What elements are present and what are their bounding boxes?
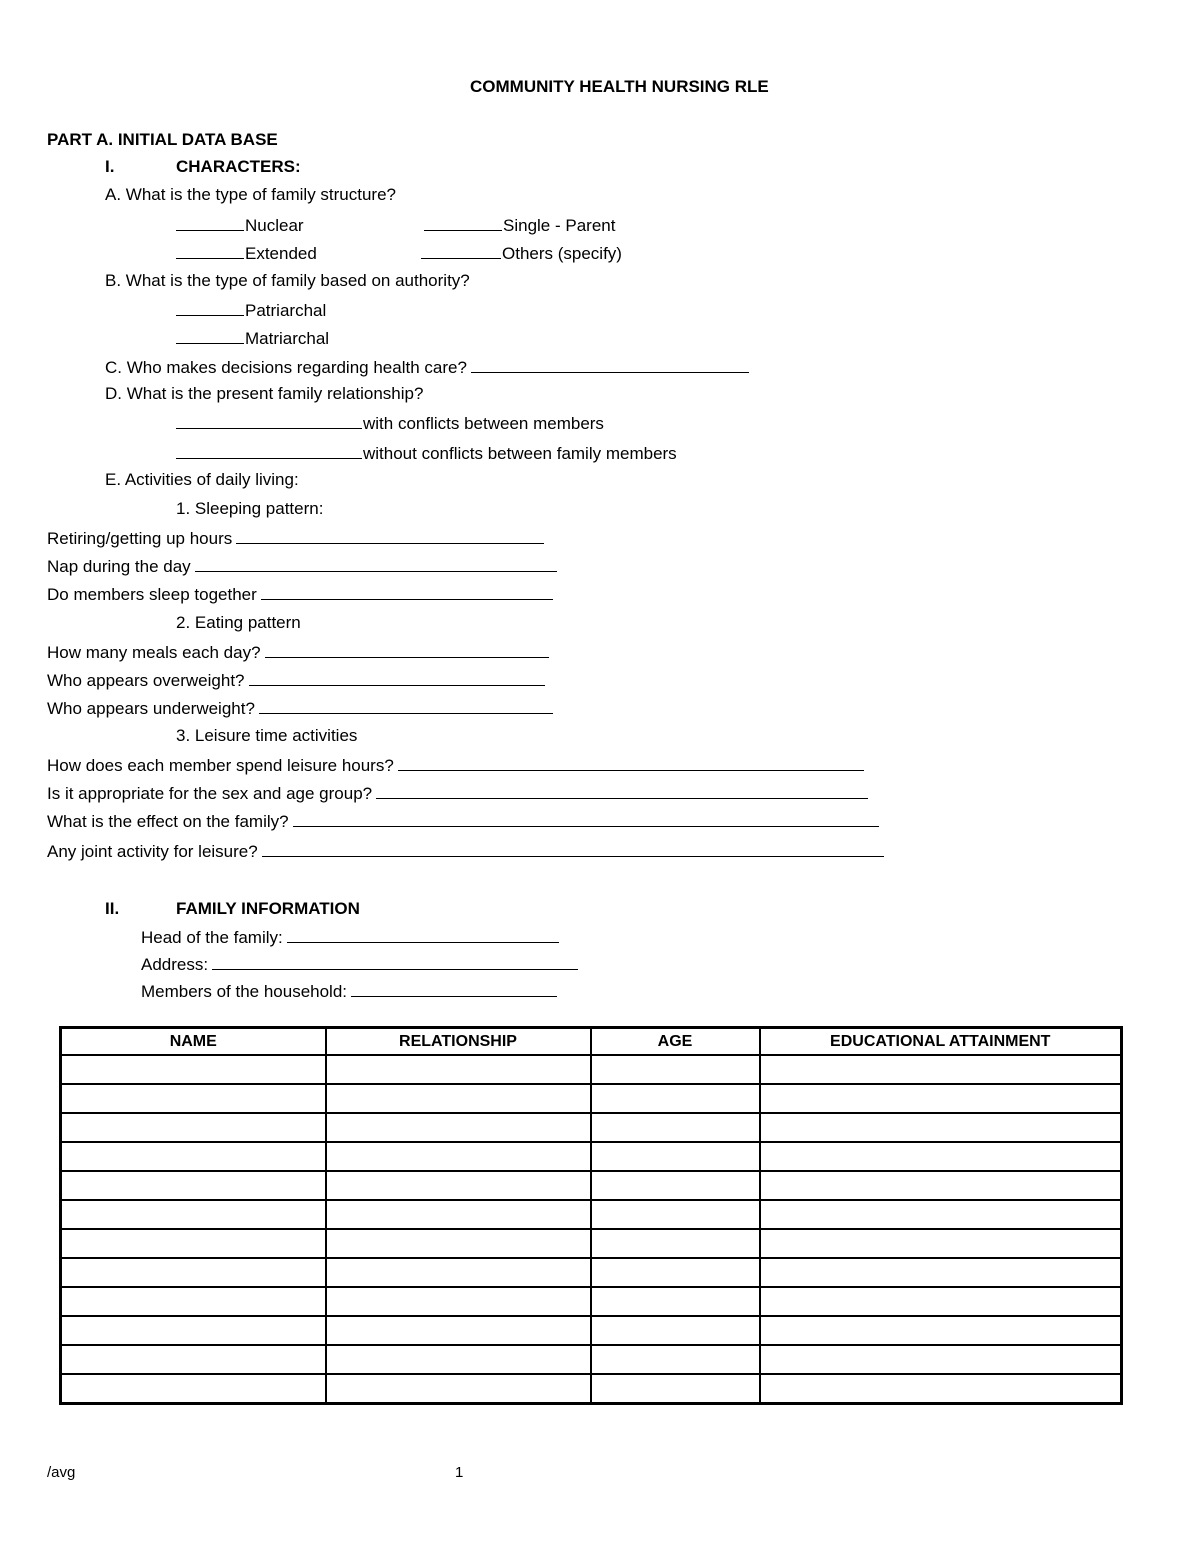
cell-name[interactable] [61, 1229, 326, 1258]
cell-name[interactable] [61, 1200, 326, 1229]
section-1-numeral: I. [105, 157, 115, 176]
table-row [61, 1374, 1122, 1404]
blank-line[interactable] [195, 556, 557, 572]
column-header-education: EDUCATIONAL ATTAINMENT [760, 1028, 1122, 1056]
field-appropriate: Is it appropriate for the sex and age group? [47, 783, 868, 802]
table-row [61, 1200, 1122, 1229]
cell-relationship[interactable] [326, 1345, 591, 1374]
table-row [61, 1229, 1122, 1258]
cell-age[interactable] [591, 1200, 760, 1229]
cell-age[interactable] [591, 1229, 760, 1258]
table-row [61, 1142, 1122, 1171]
table-row [61, 1113, 1122, 1142]
family-members-table [59, 1026, 1123, 1405]
option-with-conflicts[interactable]: with conflicts between members [176, 413, 604, 432]
question-a-label: A. What is the type of family structure? [105, 185, 397, 204]
option-others[interactable]: Others (specify) [421, 243, 622, 262]
section-2-title: FAMILY INFORMATION [176, 899, 360, 918]
cell-relationship[interactable] [326, 1055, 591, 1084]
section-2-numeral: II. [105, 899, 120, 918]
cell-name[interactable] [61, 1084, 326, 1113]
table-header-row [61, 1028, 1122, 1056]
table-row [61, 1084, 1122, 1113]
cell-relationship[interactable] [326, 1287, 591, 1316]
cell-education[interactable] [760, 1142, 1122, 1171]
cell-relationship[interactable] [326, 1258, 591, 1287]
question-d-label: D. What is the present family relationship? [105, 384, 424, 403]
field-effect: What is the effect on the family? [47, 811, 879, 830]
blank-line[interactable] [265, 642, 549, 658]
option-nuclear[interactable]: Nuclear [176, 215, 304, 234]
blank-line[interactable] [351, 981, 557, 997]
blank-line[interactable] [376, 783, 868, 799]
blank-line[interactable] [176, 443, 362, 459]
cell-relationship[interactable] [326, 1229, 591, 1258]
blank-line[interactable] [287, 927, 559, 943]
blank-line[interactable] [293, 811, 879, 827]
cell-name[interactable] [61, 1258, 326, 1287]
blank-line[interactable] [421, 243, 501, 259]
table-row [61, 1055, 1122, 1084]
cell-name[interactable] [61, 1316, 326, 1345]
cell-age[interactable] [591, 1171, 760, 1200]
cell-name[interactable] [61, 1113, 326, 1142]
blank-line[interactable] [176, 300, 244, 316]
option-single-parent[interactable]: Single - Parent [424, 215, 615, 234]
field-nap: Nap during the day [47, 556, 557, 575]
table-row [61, 1171, 1122, 1200]
cell-age[interactable] [591, 1258, 760, 1287]
blank-line[interactable] [212, 954, 578, 970]
column-header-age: AGE [591, 1028, 760, 1056]
question-c: C. Who makes decisions regarding health care? [105, 357, 749, 376]
field-retiring-hours: Retiring/getting up hours [47, 528, 544, 547]
field-members: Members of the household: [141, 981, 557, 1000]
field-meals: How many meals each day? [47, 642, 549, 661]
cell-education[interactable] [760, 1316, 1122, 1345]
cell-name[interactable] [61, 1345, 326, 1374]
cell-age[interactable] [591, 1345, 760, 1374]
cell-age[interactable] [591, 1084, 760, 1113]
column-header-relationship: RELATIONSHIP [326, 1028, 591, 1056]
cell-age[interactable] [591, 1142, 760, 1171]
footer-left: /avg [47, 1464, 76, 1481]
blank-line[interactable] [249, 670, 545, 686]
cell-education[interactable] [760, 1084, 1122, 1113]
column-header-name: NAME [61, 1028, 326, 1056]
cell-age[interactable] [591, 1055, 760, 1084]
blank-line[interactable] [261, 584, 553, 600]
cell-name[interactable] [61, 1171, 326, 1200]
blank-line[interactable] [176, 243, 244, 259]
table-row [61, 1258, 1122, 1287]
cell-name[interactable] [61, 1287, 326, 1316]
blank-line[interactable] [471, 357, 749, 373]
cell-name[interactable] [61, 1055, 326, 1084]
table-row [61, 1345, 1122, 1374]
cell-education[interactable] [760, 1374, 1122, 1404]
part-a-heading: PART A. INITIAL DATA BASE [47, 130, 278, 149]
field-address: Address: [141, 954, 578, 973]
field-joint-activity: Any joint activity for leisure? [47, 841, 884, 860]
blank-line[interactable] [176, 215, 244, 231]
eating-pattern-label: 2. Eating pattern [176, 613, 301, 632]
field-underweight: Who appears underweight? [47, 698, 553, 717]
field-sleep-together: Do members sleep together [47, 584, 553, 603]
blank-line[interactable] [424, 215, 502, 231]
table-row [61, 1287, 1122, 1316]
cell-education[interactable] [760, 1345, 1122, 1374]
blank-line[interactable] [236, 528, 544, 544]
option-without-conflicts[interactable]: without conflicts between family members [176, 443, 677, 462]
cell-age[interactable] [591, 1374, 760, 1404]
cell-education[interactable] [760, 1055, 1122, 1084]
question-b-label: B. What is the type of family based on authority? [105, 271, 470, 290]
cell-education[interactable] [760, 1287, 1122, 1316]
blank-line[interactable] [259, 698, 553, 714]
cell-education[interactable] [760, 1200, 1122, 1229]
cell-relationship[interactable] [326, 1113, 591, 1142]
leisure-label: 3. Leisure time activities [176, 726, 358, 745]
cell-relationship[interactable] [326, 1142, 591, 1171]
table-row [61, 1316, 1122, 1345]
cell-age[interactable] [591, 1316, 760, 1345]
cell-name[interactable] [61, 1374, 326, 1404]
section-1-title: CHARACTERS: [176, 157, 301, 176]
question-e-label: E. Activities of daily living: [105, 470, 299, 489]
sleeping-pattern-label: 1. Sleeping pattern: [176, 499, 324, 518]
page-number: 1 [455, 1464, 464, 1481]
cell-relationship[interactable] [326, 1084, 591, 1113]
field-head-of-family: Head of the family: [141, 927, 559, 946]
field-overweight: Who appears overweight? [47, 670, 545, 689]
cell-education[interactable] [760, 1258, 1122, 1287]
blank-line[interactable] [262, 841, 884, 857]
cell-relationship[interactable] [326, 1374, 591, 1404]
cell-age[interactable] [591, 1113, 760, 1142]
cell-relationship[interactable] [326, 1200, 591, 1229]
cell-education[interactable] [760, 1113, 1122, 1142]
cell-education[interactable] [760, 1171, 1122, 1200]
cell-relationship[interactable] [326, 1171, 591, 1200]
cell-age[interactable] [591, 1287, 760, 1316]
option-patriarchal[interactable]: Patriarchal [176, 300, 326, 319]
option-extended[interactable]: Extended [176, 243, 317, 262]
blank-line[interactable] [176, 413, 362, 429]
document-title: COMMUNITY HEALTH NURSING RLE [470, 77, 769, 96]
blank-line[interactable] [176, 328, 244, 344]
blank-line[interactable] [398, 755, 864, 771]
cell-relationship[interactable] [326, 1316, 591, 1345]
option-matriarchal[interactable]: Matriarchal [176, 328, 329, 347]
field-leisure-hours: How does each member spend leisure hours? [47, 755, 864, 774]
cell-education[interactable] [760, 1229, 1122, 1258]
cell-name[interactable] [61, 1142, 326, 1171]
